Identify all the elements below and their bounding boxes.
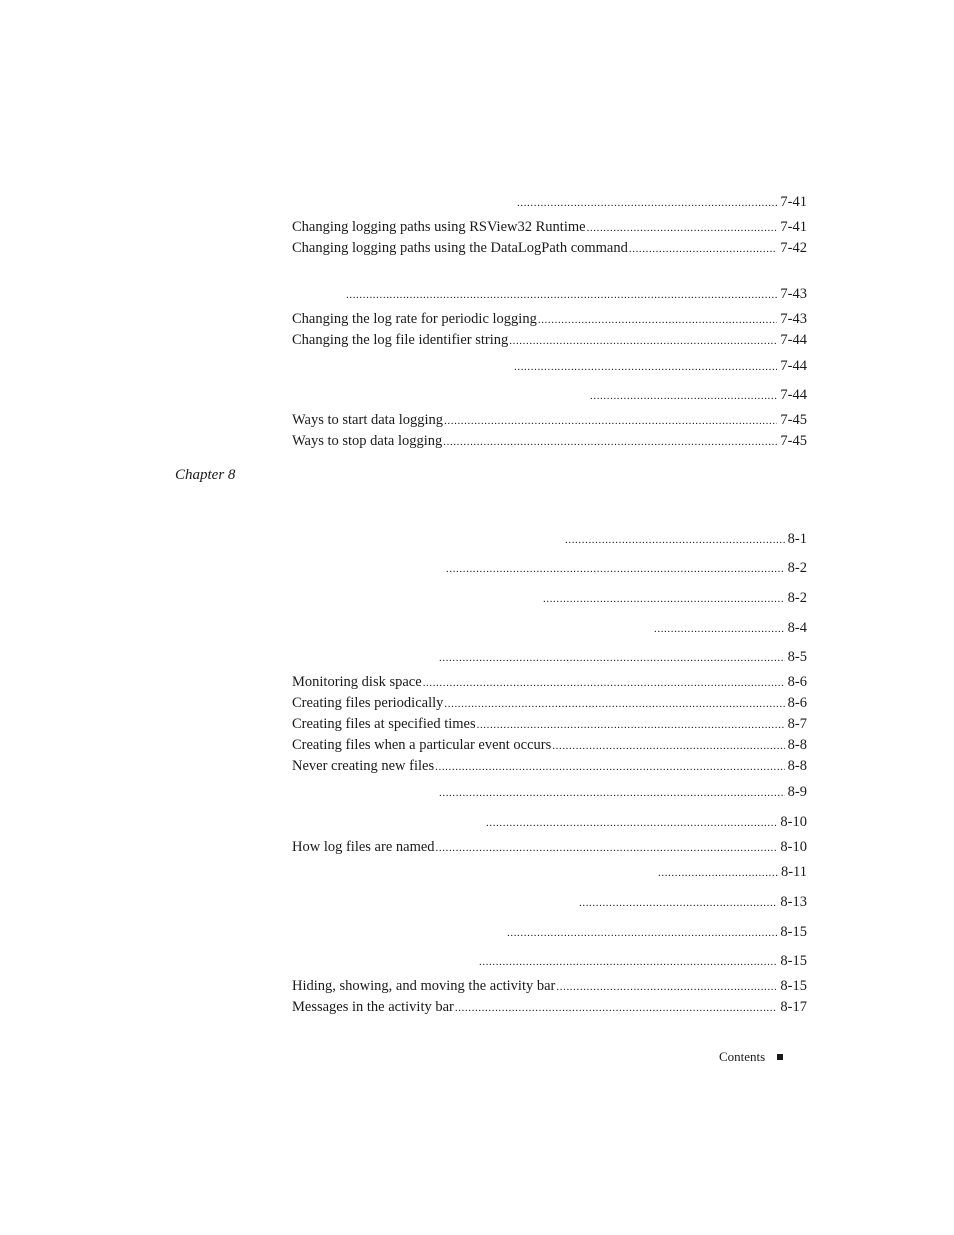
page-footer: [719, 1049, 783, 1065]
dot-leader: [345, 285, 777, 305]
dot-leader: [578, 893, 777, 913]
dot-leader: [537, 310, 778, 330]
toc-entry-page: 7-45: [780, 412, 807, 428]
toc-entry: [292, 693, 807, 713]
toc-entry: [589, 385, 807, 405]
toc-entry-page: 8-15: [780, 978, 807, 994]
dot-leader: [485, 813, 777, 833]
toc-entry-page: 7-41: [780, 194, 807, 210]
dot-leader: [551, 736, 784, 756]
dot-leader: [653, 619, 785, 639]
toc-entry-label: Creating files when a particular event occurs: [292, 737, 552, 753]
toc-entry: [564, 529, 807, 549]
dot-leader: [586, 218, 778, 238]
dot-leader: [445, 559, 785, 579]
toc-entry-page: 7-41: [780, 219, 807, 235]
toc-entry-label: Ways to start data logging: [292, 412, 444, 428]
toc-entry-page: 7-44: [780, 332, 807, 348]
dot-leader: [438, 783, 785, 803]
toc-entry-label: Creating files periodically: [292, 695, 444, 711]
toc-entry: [578, 892, 807, 912]
toc-entry-label: Ways to stop data logging: [292, 433, 443, 449]
toc-entry: [542, 588, 807, 608]
dot-leader: [508, 331, 777, 351]
dot-leader: [443, 411, 777, 431]
dot-leader: [454, 998, 778, 1018]
toc-entry-page: 8-5: [787, 649, 807, 665]
dot-leader: [434, 757, 785, 777]
dot-leader: [516, 193, 777, 213]
toc-entry-page: 8-13: [780, 894, 807, 910]
dot-leader: [435, 838, 778, 858]
toc-entry-page: 8-10: [780, 814, 807, 830]
toc-entry: [485, 812, 807, 832]
toc-entry-page: 8-8: [787, 737, 807, 753]
square-bullet-icon: [777, 1054, 783, 1060]
toc-entry: [292, 410, 807, 430]
dot-leader: [442, 432, 777, 452]
toc-entry-page: 8-1: [787, 531, 807, 547]
toc-entry: [292, 238, 807, 258]
dot-leader: [506, 923, 777, 943]
toc-entry-page: 8-15: [780, 924, 807, 940]
toc-entry: [292, 714, 807, 734]
toc-entry: [292, 672, 807, 692]
toc-entry-page: 8-2: [787, 560, 807, 576]
footer-label: Contents: [719, 1049, 766, 1064]
toc-entry-label: Changing logging paths using RSView32 Runtime: [292, 219, 586, 235]
toc-entry: [653, 618, 807, 638]
toc-entry: [292, 837, 807, 857]
toc-entry-label: Changing the log rate for periodic logging: [292, 311, 537, 327]
toc-entry-page: 7-45: [780, 433, 807, 449]
toc-entry-page: 8-2: [787, 590, 807, 606]
toc-entry-page: 8-9: [787, 784, 807, 800]
toc-entry-page: 8-4: [787, 620, 807, 636]
toc-entry-page: 7-43: [780, 286, 807, 302]
toc-entry: [657, 862, 807, 882]
toc-entry-page: 8-6: [787, 674, 807, 690]
toc-entry: [345, 284, 807, 304]
toc-entry-page: 7-44: [780, 358, 807, 374]
toc-entry: [292, 330, 807, 350]
toc-entry: [292, 997, 807, 1017]
toc-entry-page: 8-8: [787, 758, 807, 774]
toc-entry-page: 8-10: [780, 839, 807, 855]
toc-entry: [513, 356, 807, 376]
toc-entry-page: 8-11: [780, 864, 807, 880]
dot-leader: [476, 715, 785, 735]
toc-entry-label: Creating files at specified times: [292, 716, 476, 732]
toc-entry: [506, 922, 807, 942]
dot-leader: [443, 694, 784, 714]
dot-leader: [555, 977, 777, 997]
toc-entry-label: Monitoring disk space: [292, 674, 422, 690]
dot-leader: [657, 863, 778, 883]
toc-entry: [292, 976, 807, 996]
chapter-label: Chapter 8: [175, 467, 236, 483]
dot-leader: [422, 673, 785, 693]
toc-entry-page: 8-6: [787, 695, 807, 711]
toc-entry-label: Messages in the activity bar: [292, 999, 454, 1015]
toc-entry: [292, 309, 807, 329]
toc-entry-label: Hiding, showing, and moving the activity bar: [292, 978, 556, 994]
toc-entry-label: How log files are named: [292, 839, 435, 855]
toc-entry: [445, 558, 807, 578]
toc-entry: [438, 782, 807, 802]
toc-entry-label: Changing logging paths using the DataLogPath command: [292, 240, 628, 256]
toc-entry-label: Never creating new files: [292, 758, 435, 774]
dot-leader: [438, 648, 785, 668]
dot-leader: [513, 357, 777, 377]
dot-leader: [564, 530, 785, 550]
toc-entry-page: 7-42: [780, 240, 807, 256]
toc-entry-page: 8-7: [787, 716, 807, 732]
toc-entry: [292, 431, 807, 451]
toc-entry: [516, 192, 807, 212]
dot-leader: [589, 386, 777, 406]
toc-entry-page: 8-15: [780, 953, 807, 969]
toc-entry: [478, 951, 807, 971]
toc-entry: [292, 217, 807, 237]
toc-entry-page: 7-44: [780, 387, 807, 403]
toc-entry-label: Changing the log file identifier string: [292, 332, 509, 348]
toc-entry: [438, 647, 807, 667]
toc-entry: [292, 756, 807, 776]
toc-entry-page: 8-17: [780, 999, 807, 1015]
dot-leader: [628, 239, 778, 259]
dot-leader: [478, 952, 777, 972]
toc-entry: [292, 735, 807, 755]
dot-leader: [542, 589, 785, 609]
toc-entry-page: 7-43: [780, 311, 807, 327]
